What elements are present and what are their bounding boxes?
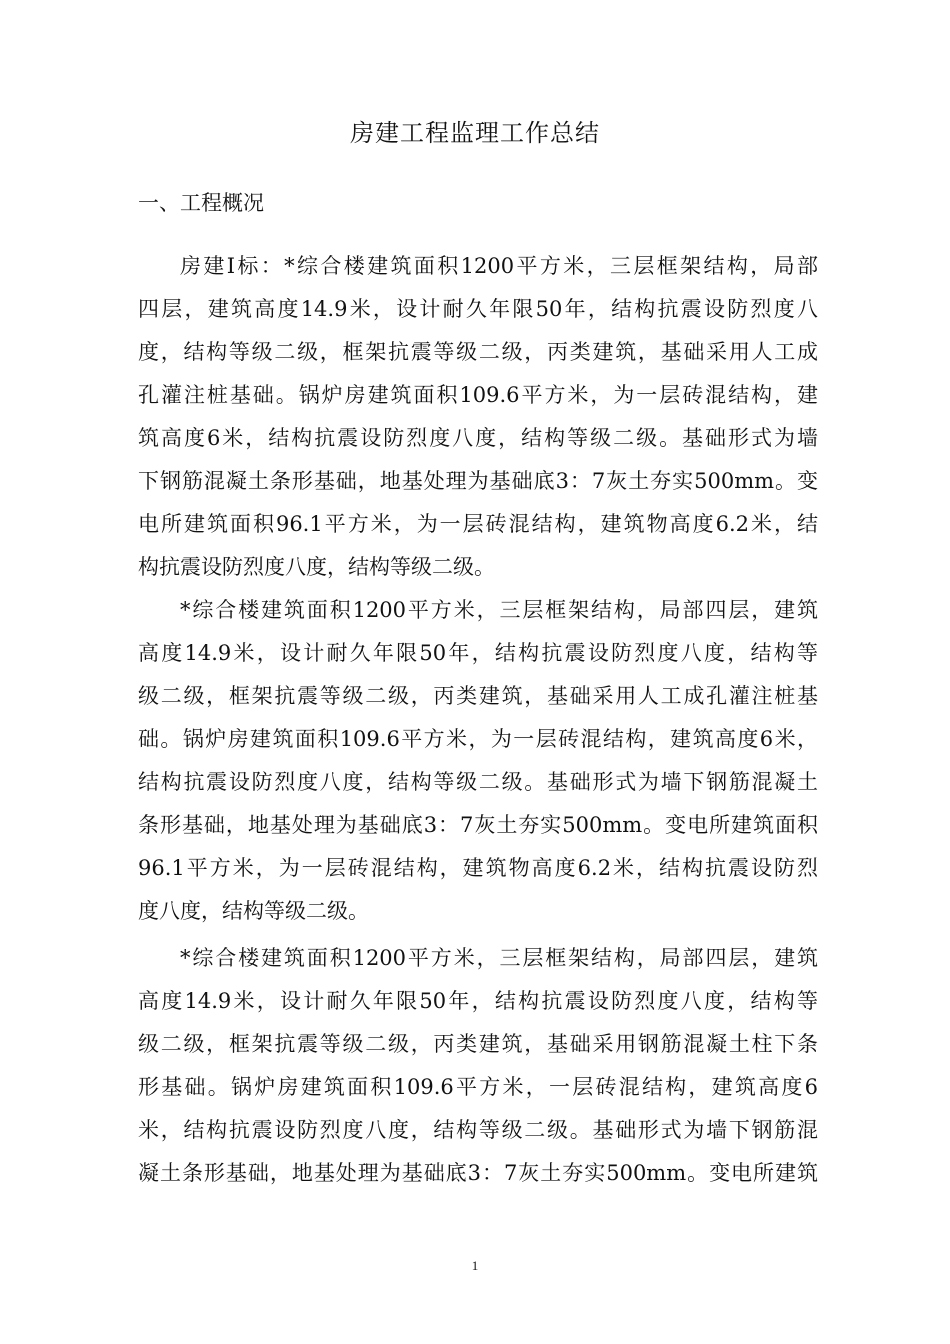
paragraph-line: 房建Ⅰ标：*综合楼建筑面积1200平方米，三层框架结构，局部 xyxy=(180,254,818,278)
document-title: 房建工程监理工作总结 xyxy=(350,119,600,147)
paragraph-line: 度，结构等级二级，框架抗震等级二级，丙类建筑，基础采用人工成 xyxy=(138,340,818,364)
paragraph-line: 构抗震设防烈度八度，结构等级二级。 xyxy=(138,555,495,579)
paragraph-line: *综合楼建筑面积1200平方米，三层框架结构，局部四层，建筑 xyxy=(180,598,818,622)
paragraph-line: 电所建筑面积96.1平方米，为一层砖混结构，建筑物高度6.2米，结 xyxy=(138,512,818,536)
paragraph-line: 孔灌注桩基础。锅炉房建筑面积109.6平方米，为一层砖混结构，建 xyxy=(138,383,818,407)
paragraph-line: 础。锅炉房建筑面积109.6平方米，为一层砖混结构，建筑高度6米， xyxy=(138,727,818,751)
paragraph-line: 下钢筋混凝土条形基础，地基处理为基础底3：7灰土夯实500mm。变 xyxy=(138,469,818,493)
paragraph-line: 条形基础，地基处理为基础底3：7灰土夯实500mm。变电所建筑面积 xyxy=(138,813,818,837)
paragraph-line: 凝土条形基础，地基处理为基础底3：7灰土夯实500mm。变电所建筑 xyxy=(138,1161,818,1185)
paragraph-line: 96.1平方米，为一层砖混结构，建筑物高度6.2米，结构抗震设防烈 xyxy=(138,856,818,880)
paragraph-line: 结构抗震设防烈度八度，结构等级二级。基础形式为墙下钢筋混凝土 xyxy=(138,770,818,794)
page-number: 1 xyxy=(471,1258,479,1273)
paragraph-line: 筑高度6米，结构抗震设防烈度八度，结构等级二级。基础形式为墙 xyxy=(138,426,818,450)
paragraph-line: 米，结构抗震设防烈度八度，结构等级二级。基础形式为墙下钢筋混 xyxy=(138,1118,818,1142)
paragraph-line: 级二级，框架抗震等级二级，丙类建筑，基础采用钢筋混凝土柱下条 xyxy=(138,1032,818,1056)
paragraph-line: 级二级，框架抗震等级二级，丙类建筑，基础采用人工成孔灌注桩基 xyxy=(138,684,818,708)
paragraph-line: 四层，建筑高度14.9米，设计耐久年限50年，结构抗震设防烈度八 xyxy=(138,297,818,321)
paragraph-line: 高度14.9米，设计耐久年限50年，结构抗震设防烈度八度，结构等 xyxy=(138,989,818,1013)
paragraph-line: 形基础。锅炉房建筑面积109.6平方米，一层砖混结构，建筑高度6 xyxy=(138,1075,818,1099)
paragraph-line: 度八度，结构等级二级。 xyxy=(138,899,369,923)
paragraph-line: 高度14.9米，设计耐久年限50年，结构抗震设防烈度八度，结构等 xyxy=(138,641,818,665)
paragraph-line: *综合楼建筑面积1200平方米，三层框架结构，局部四层，建筑 xyxy=(180,946,818,970)
section-heading: 一、工程概况 xyxy=(138,191,264,215)
